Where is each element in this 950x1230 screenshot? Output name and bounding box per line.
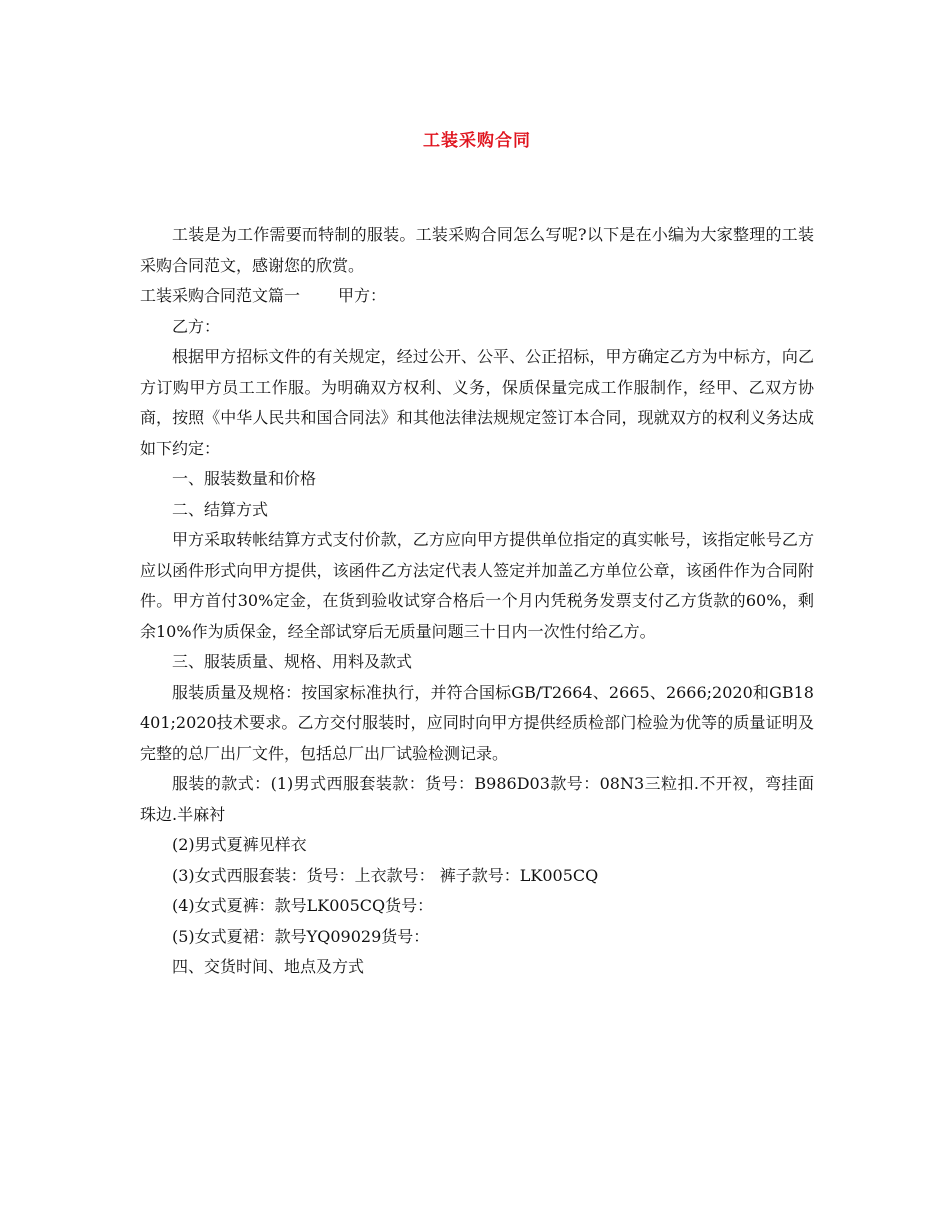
section3-style-4: (4)女式夏裤：款号LK005CQ货号：	[172, 896, 434, 915]
document-title: 工装采购合同	[423, 131, 531, 151]
party-b-label: 乙方：	[172, 316, 221, 336]
preamble-paragraph: 根据甲方招标文件的有关规定，经过公开、公平、公正招标，甲方确定乙方为中标方，向乙方订购甲方员工工作服。为明确双方权利、义务，保质保量完成工作服制作，经甲、乙双方协商，按照《中华人民共和国合同法》和其他法律法规规定签订本合同，现就双方的权利义务达成如下约定：	[140, 347, 814, 458]
section3-heading: 三、服装质量、规格、用料及款式	[172, 652, 413, 671]
document-body	[140, 220, 814, 983]
section2-body: 甲方采取转帐结算方式支付价款，乙方应向甲方提供单位指定的真实帐号，该指定帐号乙方应以函件形式向甲方提供，该函件乙方法定代表人签定并加盖乙方单位公章，该函件作为合同附件。甲方首付30%定金，在货到验收试穿合格后一个月内凭税务发票支付乙方货款的60%，剩余10%作为质保金，经全部试穿后无质量问题三十日内一次性付给乙方。	[140, 530, 814, 641]
section3-quality: 服装质量及规格：按国家标准执行，并符合国标GB/T2664、2665、2666;2020和GB18401;2020技术要求。乙方交付服装时，应同时向甲方提供经质检部门检验为优等的质量证明及完整的总厂出厂文件，包括总厂出厂试验检测记录。	[140, 682, 814, 763]
sample-heading-line	[140, 281, 814, 312]
section3-style-3: (3)女式西服套装：货号：上衣款号： 裤子款号：LK005CQ	[172, 865, 599, 885]
sample-heading: 工装采购合同范文篇一	[140, 286, 301, 305]
section3-style-1: 服装的款式：(1)男式西服套装款：货号：B986D03款号：08N3三粒扣.不开衩，弯挂面珠边.半麻衬	[140, 774, 814, 824]
section2-heading: 二、结算方式	[172, 499, 269, 519]
section1-heading: 一、服装数量和价格	[172, 469, 317, 488]
party-a-label: 甲方：	[338, 286, 387, 305]
section4-heading: 四、交货时间、地点及方式	[172, 957, 365, 976]
section3-style-2: (2)男式夏裤见样衣	[172, 835, 307, 854]
section3-style-5: (5)女式夏裙：款号YQ09029货号：	[172, 926, 430, 946]
intro-paragraph: 工装是为工作需要而特制的服装。工装采购合同怎么写呢?以下是在小编为大家整理的工装采购合同范文，感谢您的欣赏。	[140, 225, 814, 275]
